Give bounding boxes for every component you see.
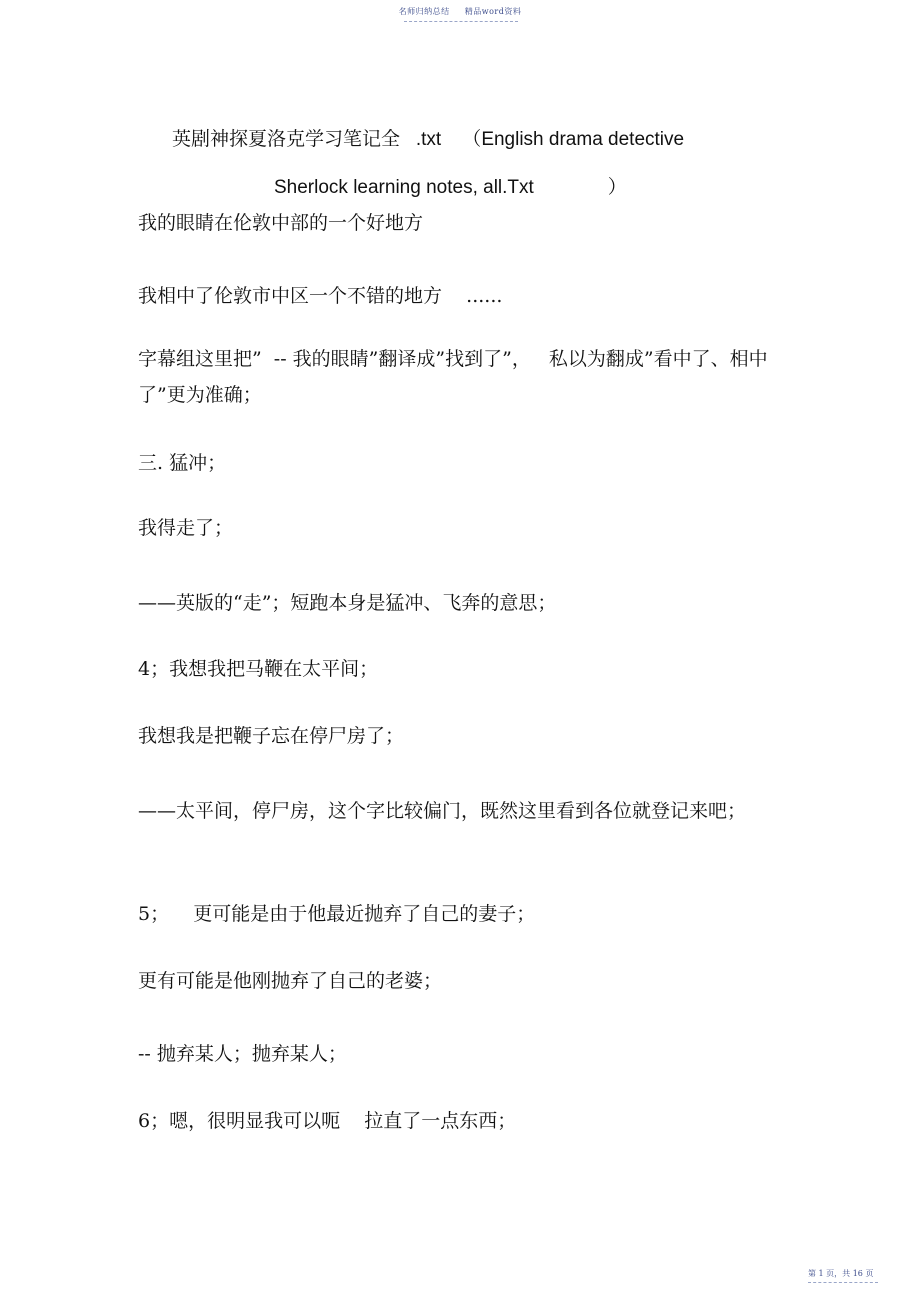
paragraph-11: 更有可能是他刚抛弃了自己的老婆； <box>138 970 443 992</box>
document-title-line-2 <box>274 172 627 199</box>
paragraph-9: ——太平间，停尸房，这个字比较偏门，既然这里看到各位就登记来吧； <box>138 800 747 822</box>
paragraph-4: 三. 猛冲； <box>138 452 227 474</box>
paragraph-5: 我得走了； <box>138 517 234 539</box>
footer-divider <box>808 1282 878 1283</box>
paragraph-7: 4；我想我把马鞭在太平间； <box>138 658 379 680</box>
paragraph-1: 我的眼睛在伦敦中部的一个好地方 <box>138 212 424 234</box>
title-extension: .txt （ <box>400 129 482 150</box>
paragraph-13: 6；嗯，很明显我可以呃 拉直了一点东西； <box>138 1110 517 1132</box>
title-english-continued: Sherlock learning notes, all.Txt <box>274 177 534 198</box>
title-close-paren: ） <box>607 176 627 198</box>
paragraph-12: -- 抛弃某人；抛弃某人； <box>138 1043 347 1065</box>
paragraph-2: 我相中了伦敦市中区一个不错的地方 ...... <box>138 285 503 307</box>
header-left-text: 名师归纳总结 <box>398 7 450 16</box>
page-number: 第 1 页，共 16 页 <box>808 1269 874 1278</box>
paragraph-6: ——英版的“走”；短跑本身是猛冲、飞奔的意思； <box>138 592 557 614</box>
page-header <box>0 6 920 17</box>
document-title-line-1 <box>172 124 684 151</box>
paragraph-10: 5； 更可能是由于他最近抛弃了自己的妻子； <box>138 903 536 925</box>
header-right-text: 精品word资料 <box>464 7 522 16</box>
title-chinese: 英剧神探夏洛克学习笔记全 <box>172 128 401 150</box>
paragraph-8: 我想我是把鞭子忘在停尸房了； <box>138 725 405 747</box>
header-divider <box>404 21 518 22</box>
paragraph-3: 字幕组这里把” -- 我的眼睛”翻译成”找到了”， 私以为翻成”看中了、相中了”更为准确； <box>138 348 768 406</box>
title-english: English drama detective <box>481 129 685 150</box>
